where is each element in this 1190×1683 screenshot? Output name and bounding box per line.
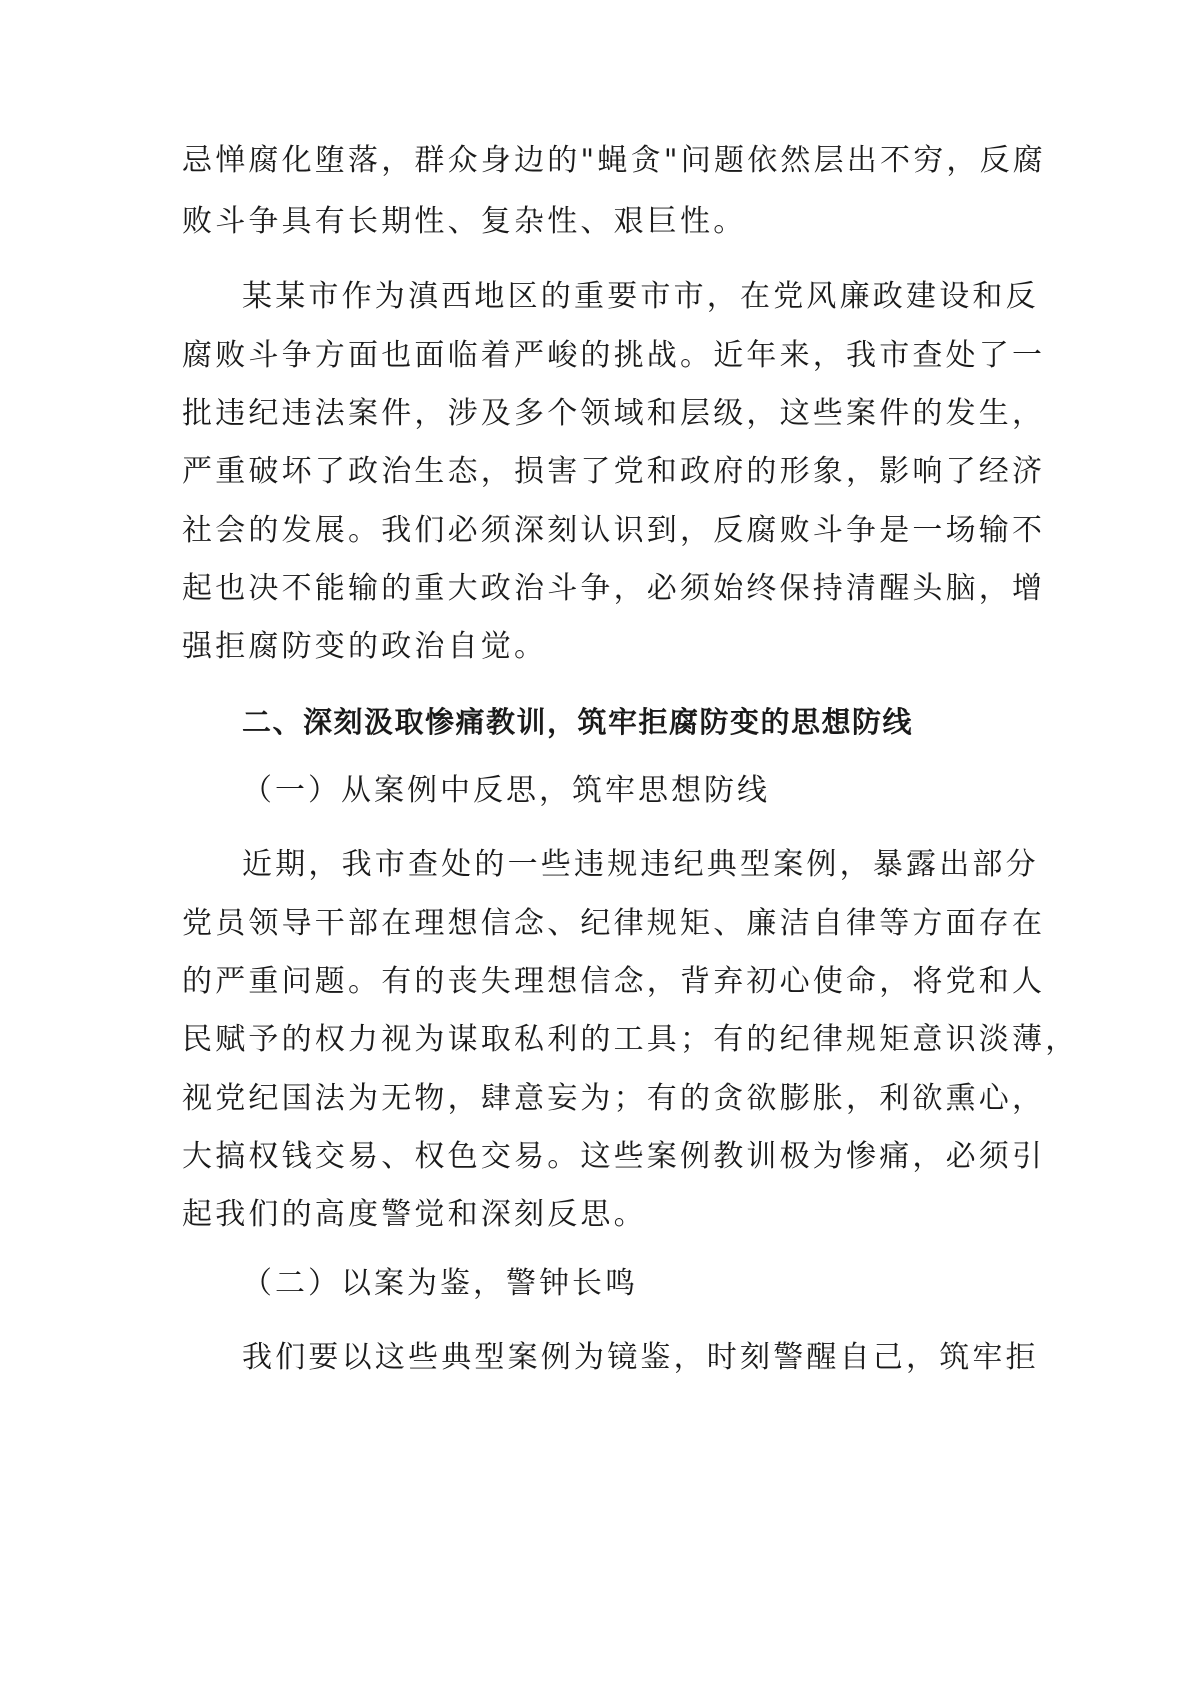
subsection-heading: （一）从案例中反思，筑牢思想防线 xyxy=(242,773,770,808)
paragraph-line: 大搞权钱交易、权色交易。这些案例教训极为惨痛，必须引 xyxy=(182,1139,1046,1174)
paragraph-line: 腐败斗争方面也面临着严峻的挑战。近年来，我市查处了一 xyxy=(182,338,1046,373)
paragraph-line: 视党纪国法为无物，肆意妄为；有的贪欲膨胀，利欲熏心， xyxy=(182,1081,1046,1116)
paragraph-line: 的严重问题。有的丧失理想信念，背弃初心使命，将党和人 xyxy=(182,964,1046,999)
paragraph-line: 民赋予的权力视为谋取私利的工具；有的纪律规矩意识淡薄， xyxy=(182,1022,1079,1057)
paragraph-line: 起也决不能输的重大政治斗争，必须始终保持清醒头脑，增 xyxy=(182,571,1046,606)
section-heading: 二、深刻汲取惨痛教训，筑牢拒腐防变的思想防线 xyxy=(242,705,914,739)
paragraph-line: 起我们的高度警觉和深刻反思。 xyxy=(182,1197,647,1232)
paragraph-line: 败斗争具有长期性、复杂性、艰巨性。 xyxy=(182,204,747,239)
paragraph-line: 近期，我市查处的一些违规违纪典型案例，暴露出部分 xyxy=(242,847,1039,882)
paragraph-line: 忌惮腐化堕落，群众身边的"蝇贪"问题依然层出不穷，反腐 xyxy=(182,143,1046,178)
paragraph-line: 某某市作为滇西地区的重要市市，在党风廉政建设和反 xyxy=(242,279,1039,314)
paragraph-line: 批违纪违法案件，涉及多个领域和层级，这些案件的发生， xyxy=(182,396,1046,431)
paragraph-line: 强拒腐防变的政治自觉。 xyxy=(182,629,548,664)
paragraph-line: 我们要以这些典型案例为镜鉴，时刻警醒自己，筑牢拒 xyxy=(242,1340,1039,1375)
subsection-heading: （二）以案为鉴，警钟长鸣 xyxy=(242,1266,638,1301)
paragraph-line: 社会的发展。我们必须深刻认识到，反腐败斗争是一场输不 xyxy=(182,513,1046,548)
paragraph-line: 党员领导干部在理想信念、纪律规矩、廉洁自律等方面存在 xyxy=(182,906,1046,941)
paragraph-line: 严重破坏了政治生态，损害了党和政府的形象，影响了经济 xyxy=(182,454,1046,489)
